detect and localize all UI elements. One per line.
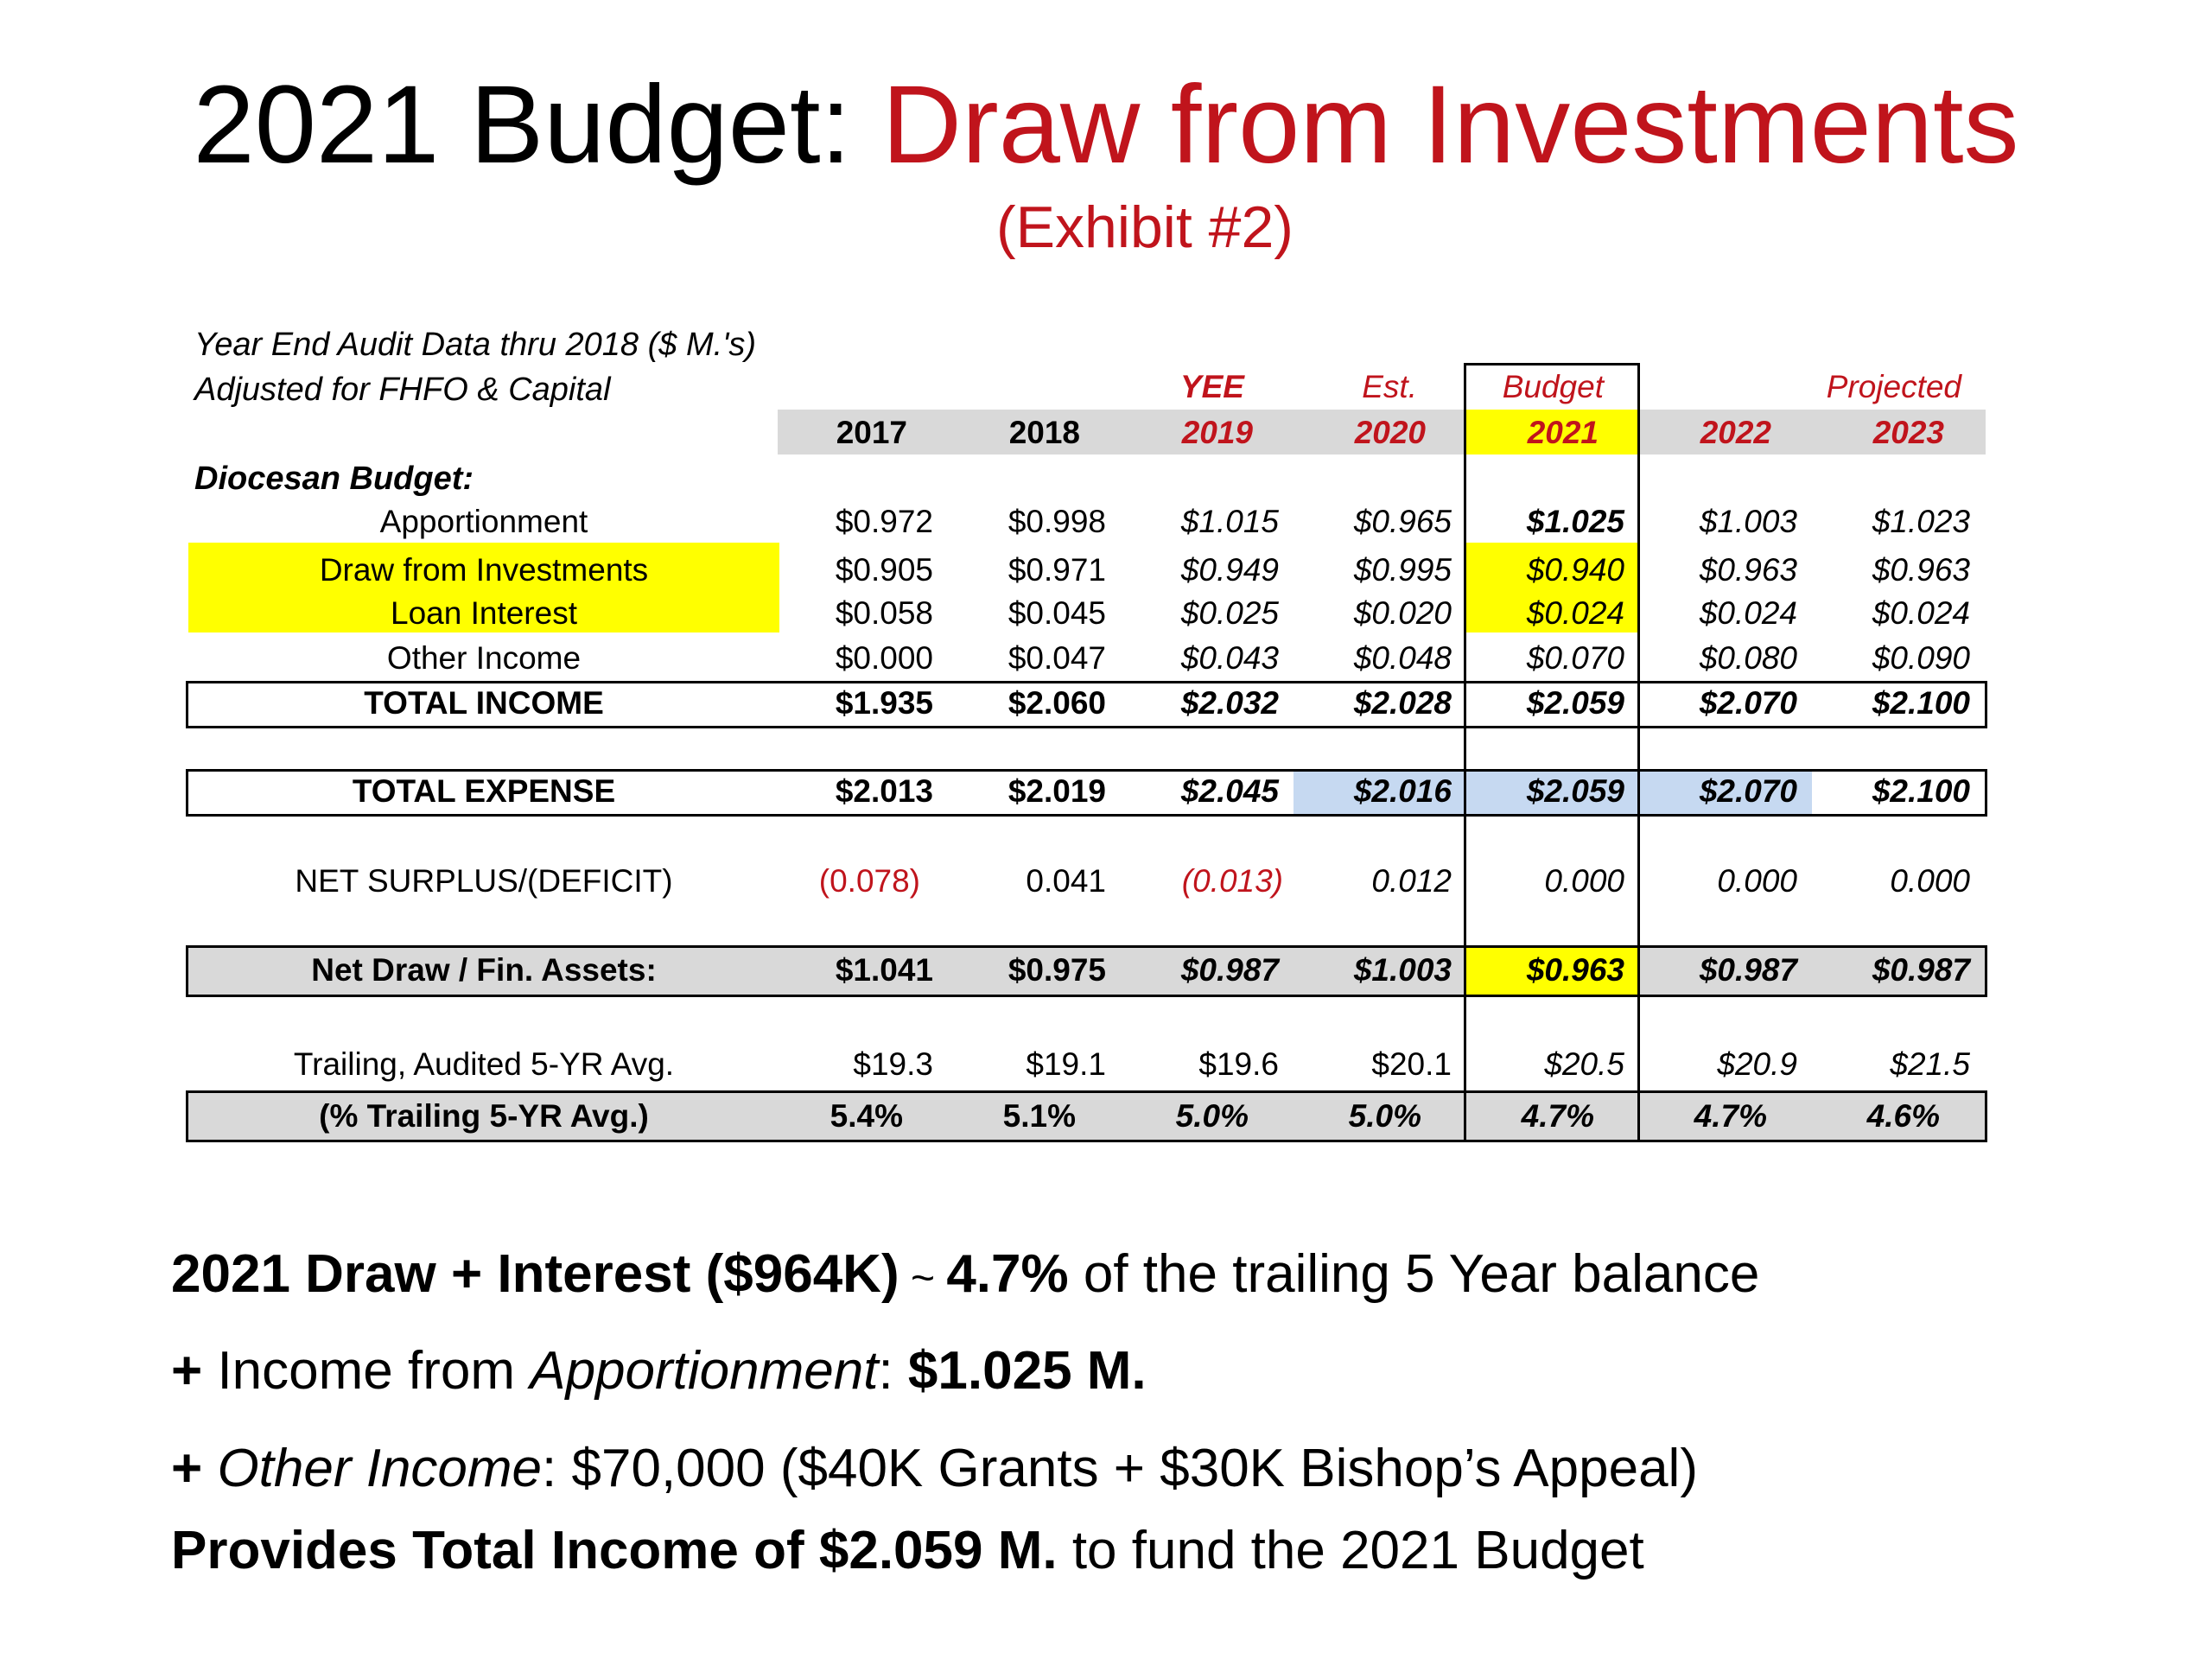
cell: $0.025: [1180, 595, 1279, 631]
line1-bold: 2021 Draw + Interest ($964K): [171, 1244, 899, 1304]
section-label: Diocesan Budget:: [194, 461, 474, 497]
line4-bold: Provides Total Income of $2.059 M.: [171, 1521, 1058, 1580]
cell: 5.0%: [1348, 1098, 1421, 1134]
cell: $0.905: [835, 552, 933, 588]
summary-line-1: [171, 1240, 1759, 1313]
line2-plus: +: [171, 1341, 218, 1401]
cell: $0.940: [1526, 552, 1624, 588]
summary-line-4: [171, 1516, 1644, 1586]
cell: $0.965: [1353, 504, 1452, 539]
cell: $1.041: [835, 952, 933, 988]
cell: $2.100: [1872, 685, 1970, 721]
cell: $0.090: [1872, 640, 1970, 676]
cell: $2.013: [835, 773, 933, 809]
cell: $0.047: [1007, 640, 1106, 676]
cell: 4.6%: [1866, 1098, 1940, 1134]
cell: $0.070: [1526, 640, 1624, 676]
cell: 0.000: [1544, 863, 1624, 899]
line3-plus: +: [171, 1439, 218, 1498]
title-black: 2021 Budget:: [193, 63, 882, 187]
cell: $0.048: [1353, 640, 1452, 676]
line2-b: :: [878, 1341, 908, 1401]
cell: $2.060: [1007, 685, 1106, 721]
top-label-yee: YEE: [1179, 369, 1244, 404]
cell: $1.023: [1872, 504, 1970, 539]
line2-bold: $1.025 M.: [907, 1341, 1147, 1401]
cell: $0.949: [1180, 552, 1279, 588]
cell: $1.025: [1526, 504, 1624, 539]
cell: $20.5: [1544, 1046, 1624, 1082]
cell: $0.998: [1007, 504, 1106, 539]
cell: $0.963: [1699, 552, 1797, 588]
cell: $0.972: [835, 504, 933, 539]
cell: 5.1%: [1002, 1098, 1076, 1134]
cell: $0.058: [835, 595, 933, 631]
cell: $20.9: [1717, 1046, 1797, 1082]
cell: $1.015: [1180, 504, 1279, 539]
year-2019: 2019: [1181, 415, 1253, 450]
year-2020: 2020: [1354, 415, 1426, 450]
row-label-apportionment: Apportionment: [379, 504, 588, 539]
cell: $20.1: [1371, 1046, 1452, 1082]
year-2021: 2021: [1527, 415, 1599, 450]
cell: $0.020: [1353, 595, 1452, 631]
cell: 5.0%: [1175, 1098, 1249, 1134]
cell: 5.4%: [830, 1098, 903, 1134]
year-2018: 2018: [1008, 415, 1080, 450]
cell: $1.935: [835, 685, 933, 721]
cell: $19.6: [1198, 1046, 1279, 1082]
slide-subtitle: (Exhibit #2): [996, 194, 1294, 260]
top-label-budget: Budget: [1502, 369, 1604, 404]
line3-italic: Other Income: [217, 1439, 543, 1498]
note-adjusted: Adjusted for FHFO & Capital: [194, 372, 611, 408]
cell: $0.043: [1180, 640, 1279, 676]
budget-column-box: [1464, 363, 1640, 1142]
slide-title: [0, 60, 2212, 190]
cell: $0.963: [1526, 952, 1624, 988]
cell: $2.032: [1180, 685, 1279, 721]
year-2023: 2023: [1872, 415, 1944, 450]
line1-rest: of the trailing 5 Year balance: [1068, 1244, 1760, 1304]
cell: $2.100: [1872, 773, 1970, 809]
cell: $0.024: [1526, 595, 1624, 631]
cell: $1.003: [1699, 504, 1797, 539]
cell: $0.987: [1872, 952, 1970, 988]
summary-line-2: [171, 1337, 1147, 1406]
year-2017: 2017: [836, 415, 907, 450]
cell: $2.070: [1699, 773, 1797, 809]
cell: $2.070: [1699, 685, 1797, 721]
cell: $1.003: [1353, 952, 1452, 988]
row-label-trailing-avg: Trailing, Audited 5-YR Avg.: [293, 1046, 675, 1082]
cell: $0.987: [1699, 952, 1797, 988]
cell: $0.971: [1007, 552, 1106, 588]
row-label-draw: Draw from Investments: [319, 552, 649, 588]
row-label-other-income: Other Income: [386, 640, 582, 676]
row-label-net-draw: Net Draw / Fin. Assets:: [311, 952, 657, 988]
cell: $0.963: [1872, 552, 1970, 588]
cell: 0.000: [1717, 863, 1797, 899]
note-audit-data: Year End Audit Data thru 2018 ($ M.'s): [194, 327, 757, 363]
cell: $2.059: [1526, 773, 1624, 809]
cell: $0.024: [1699, 595, 1797, 631]
row-label-pct-trailing: (% Trailing 5-YR Avg.): [319, 1098, 649, 1134]
cell: $0.975: [1007, 952, 1106, 988]
year-2022: 2022: [1700, 415, 1771, 450]
line1-bold2: 4.7%: [946, 1244, 1069, 1304]
cell: $0.995: [1353, 552, 1452, 588]
cell: $0.045: [1007, 595, 1106, 631]
cell: $0.987: [1180, 952, 1279, 988]
summary-line-3: [171, 1434, 1698, 1503]
cell: 0.012: [1371, 863, 1452, 899]
row-label-net-surplus: NET SURPLUS/(DEFICIT): [295, 863, 673, 899]
cell: (0.078): [818, 863, 920, 899]
row-label-total-income: TOTAL INCOME: [364, 685, 604, 721]
cell: $2.028: [1353, 685, 1452, 721]
cell: $2.059: [1526, 685, 1624, 721]
row-label-loan-interest: Loan Interest: [391, 595, 577, 631]
top-label-est: Est.: [1362, 369, 1417, 404]
top-label-projected: Projected: [1826, 369, 1961, 404]
cell: $0.024: [1872, 595, 1970, 631]
cell: $2.045: [1180, 773, 1279, 809]
line1-tilde: ~: [899, 1255, 947, 1301]
cell: $2.019: [1007, 773, 1106, 809]
cell: $19.3: [853, 1046, 933, 1082]
cell: $2.016: [1353, 773, 1452, 809]
cell: $0.000: [835, 640, 933, 676]
line3-rest: : $70,000 ($40K Grants + $30K Bishop’s Appeal): [542, 1439, 1698, 1498]
cell: 4.7%: [1694, 1098, 1767, 1134]
cell: 0.000: [1890, 863, 1970, 899]
line2-italic: Apportionment: [530, 1341, 879, 1401]
title-red: Draw from Investments: [881, 63, 2019, 187]
cell: 4.7%: [1521, 1098, 1594, 1134]
cell: (0.013): [1181, 863, 1283, 899]
line4-rest: to fund the 2021 Budget: [1057, 1521, 1644, 1580]
cell: 0.041: [1026, 863, 1106, 899]
cell: $21.5: [1890, 1046, 1970, 1082]
row-label-total-expense: TOTAL EXPENSE: [352, 773, 616, 809]
line2-a: Income from: [217, 1341, 531, 1401]
cell: $19.1: [1026, 1046, 1106, 1082]
cell: $0.080: [1699, 640, 1797, 676]
